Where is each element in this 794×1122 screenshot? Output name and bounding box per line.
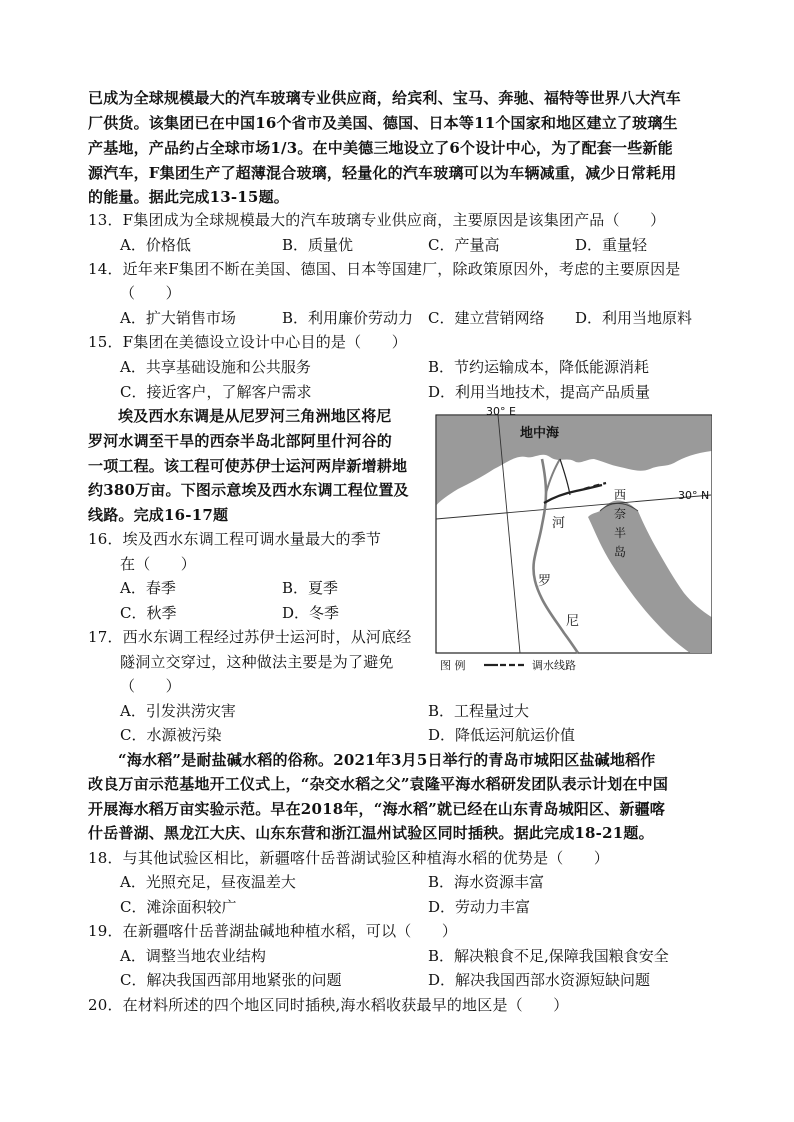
question-20-stem: 20．在材料所述的四个地区同时插秧,海水稻收获最早的地区是（ ） xyxy=(88,996,569,1014)
longitude-label: 30° E xyxy=(486,407,516,418)
peninsula-char-3: 半 xyxy=(614,526,627,540)
latitude-label: 30° N xyxy=(678,489,710,502)
q13-option-d[interactable]: D．重量轻 xyxy=(575,236,648,254)
rice-line-4: 什岳普湖、黑龙江大庆、山东东营和浙江温州试验区同时插秧。据此完成18-21题。 xyxy=(88,824,654,842)
q14-option-d[interactable]: D．利用当地原料 xyxy=(575,309,693,327)
q15-option-c[interactable]: C．接近客户，了解客户需求 xyxy=(120,383,312,401)
intro-line-4: 源汽车，F集团生产了超薄混合玻璃，轻量化的汽车玻璃可以为车辆减重，减少日常耗用 xyxy=(88,164,677,182)
egypt-line-4: 约380万亩。下图示意埃及西水东调工程位置及 xyxy=(88,481,409,499)
q13-option-c[interactable]: C．产量高 xyxy=(428,236,500,254)
rice-line-3: 开展海水稻万亩实验示范。早在2018年，“海水稻”就已经在山东青岛城阳区、新疆喀 xyxy=(88,800,666,818)
egypt-line-2: 罗河水调至干旱的西奈半岛北部阿里什河谷的 xyxy=(88,432,393,450)
rice-line-1: “海水稻”是耐盐碱水稻的俗称。2021年3月5日举行的青岛市城阳区盐碱地稻作 xyxy=(118,751,656,769)
q17-option-a[interactable]: A．引发洪涝灾害 xyxy=(120,702,236,720)
peninsula-char-2: 奈 xyxy=(614,507,627,521)
q19-option-b[interactable]: B．解决粮食不足,保障我国粮食安全 xyxy=(428,947,669,965)
question-17-stem-2: 隧洞立交穿过，这种做法主要是为了避免 xyxy=(120,653,394,671)
q16-option-b[interactable]: B．夏季 xyxy=(282,579,339,597)
intro-line-3: 产基地，产品约占全球市场1/3。在中美德三地设立了6个设计中心，为了配套一些新能 xyxy=(88,139,673,157)
q18-option-c[interactable]: C．滩涂面积较广 xyxy=(120,898,237,916)
intro-line-1: 已成为全球规模最大的汽车玻璃专业供应商，给宾利、宝马、奔驰、福特等世界八大汽车 xyxy=(88,89,681,107)
river-char-1: 河 xyxy=(552,516,566,531)
river-char-3: 尼 xyxy=(566,614,580,629)
q17-option-b[interactable]: B．工程量过大 xyxy=(428,702,530,720)
question-18-stem: 18．与其他试验区相比，新疆喀什岳普湖试验区种植海水稻的优势是（ ） xyxy=(88,849,610,867)
q17-option-d[interactable]: D．降低运河航运价值 xyxy=(428,726,576,744)
q15-option-b[interactable]: B．节约运输成本，降低能源消耗 xyxy=(428,358,650,376)
egypt-line-1: 埃及西水东调是从尼罗河三角洲地区将尼 xyxy=(118,407,392,425)
question-16-stem: 16．埃及西水东调工程可调水量最大的季节 xyxy=(88,530,382,548)
egypt-water-transfer-map xyxy=(434,407,712,673)
q18-option-a[interactable]: A．光照充足，昼夜温差大 xyxy=(120,873,296,891)
q15-option-d[interactable]: D．利用当地技术，提高产品质量 xyxy=(428,383,651,401)
intro-line-5: 的能量。据此完成13-15题。 xyxy=(88,188,289,206)
map-svg xyxy=(434,407,712,673)
question-15-stem: 15．F集团在美德设立设计中心目的是（ ） xyxy=(88,333,407,351)
q14-option-a[interactable]: A．扩大销售市场 xyxy=(120,309,236,327)
egypt-line-5: 线路。完成16-17题 xyxy=(88,506,229,524)
question-14-stem: 14．近年来F集团不断在美国、德国、日本等国建厂，除政策原因外，考虑的主要原因是 xyxy=(88,260,681,278)
q19-option-a[interactable]: A．调整当地农业结构 xyxy=(120,947,266,965)
q16-option-d[interactable]: D．冬季 xyxy=(282,604,340,622)
question-16-stem-2: 在（ ） xyxy=(120,555,197,573)
river-char-2: 罗 xyxy=(538,574,552,589)
peninsula-char-4: 岛 xyxy=(614,545,627,559)
intro-line-2: 厂供货。该集团已在中国16个省市及美国、德国、日本等11个国家和地区建立了玻璃生 xyxy=(88,114,678,132)
rice-line-2: 改良万亩示范基地开工仪式上，“杂交水稻之父”袁隆平海水稻研发团队表示计划在中国 xyxy=(88,775,669,793)
q14-option-b[interactable]: B．利用廉价劳动力 xyxy=(282,309,414,327)
egypt-line-3: 一项工程。该工程可使苏伊士运河两岸新增耕地 xyxy=(88,457,408,475)
q16-option-a[interactable]: A．春季 xyxy=(120,579,176,597)
q17-option-c[interactable]: C．水源被污染 xyxy=(120,726,222,744)
q18-option-d[interactable]: D．劳动力丰富 xyxy=(428,898,531,916)
q16-option-c[interactable]: C．秋季 xyxy=(120,604,177,622)
q17-answer-paren: （ ） xyxy=(120,677,181,695)
peninsula-char-1: 西 xyxy=(614,488,627,502)
question-19-stem: 19．在新疆喀什岳普湖盐碱地种植水稻，可以（ ） xyxy=(88,922,458,940)
legend-label: 图 例 xyxy=(440,659,466,672)
q13-option-b[interactable]: B．质量优 xyxy=(282,236,354,254)
q18-option-b[interactable]: B．海水资源丰富 xyxy=(428,873,545,891)
q14-answer-paren: （ ） xyxy=(120,284,181,302)
q13-option-a[interactable]: A．价格低 xyxy=(120,236,191,254)
sea-label: 地中海 xyxy=(520,426,560,441)
question-17-stem: 17．西水东调工程经过苏伊士运河时，从河底经 xyxy=(88,628,412,646)
q14-option-c[interactable]: C．建立营销网络 xyxy=(428,309,545,327)
q15-option-a[interactable]: A．共享基础设施和公共服务 xyxy=(120,358,311,376)
q19-option-c[interactable]: C．解决我国西部用地紧张的问题 xyxy=(120,971,342,989)
legend-item: 调水线路 xyxy=(532,659,576,672)
q19-option-d[interactable]: D．解决我国西部水资源短缺问题 xyxy=(428,971,651,989)
question-13-stem: 13．F集团成为全球规模最大的汽车玻璃专业供应商，主要原因是该集团产品（ ） xyxy=(88,211,666,229)
